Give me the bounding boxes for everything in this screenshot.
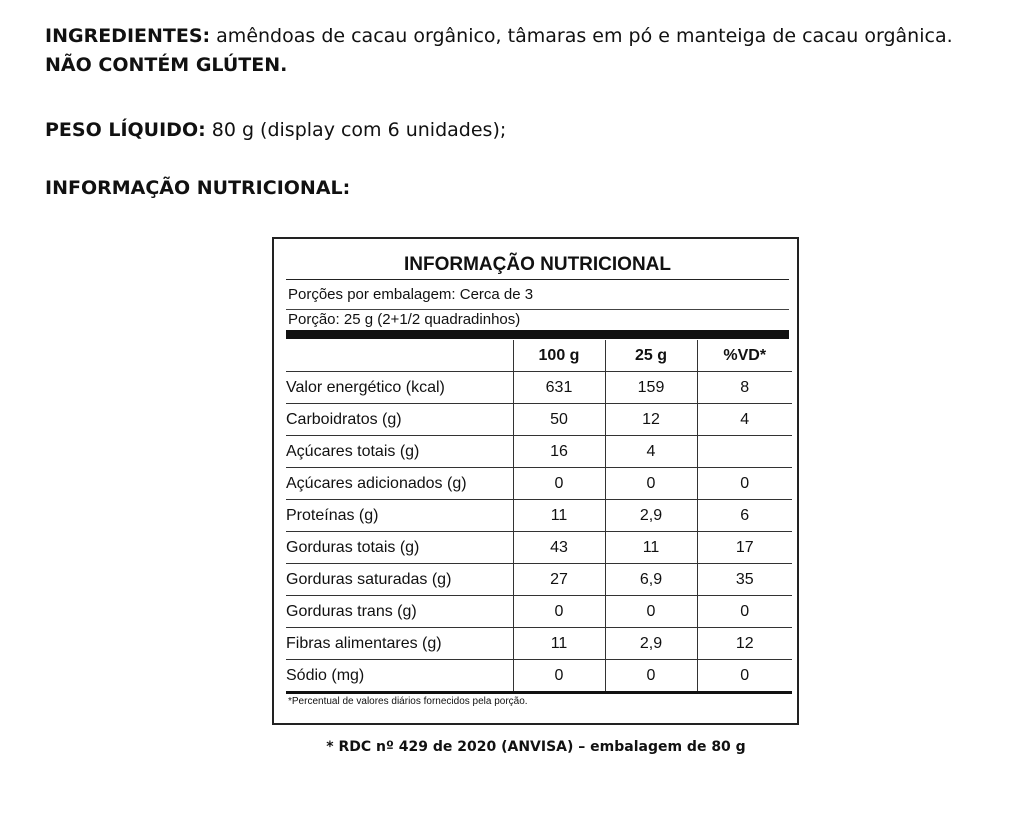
table-row [286, 500, 792, 532]
value-25g: 2,9 [605, 628, 697, 660]
ingredients-paragraph [45, 22, 995, 80]
column-header-25g: 25 g [605, 340, 697, 372]
value-100g: 27 [513, 564, 605, 596]
table-row [286, 596, 792, 628]
nutrient-name: Proteínas (g) [286, 500, 513, 532]
nutrient-name: Valor energético (kcal) [286, 372, 513, 404]
table-row [286, 468, 792, 500]
value-vd: 4 [697, 404, 792, 436]
table-header-row [286, 340, 792, 372]
table-row [286, 372, 792, 404]
nutrition-heading [45, 174, 350, 203]
nutrient-name: Sódio (mg) [286, 660, 513, 693]
rdc-note: * RDC nº 429 de 2020 (ANVISA) – embalagem de 80 g [326, 739, 746, 755]
label-footnote: *Percentual de valores diários fornecidos pela porção. [288, 696, 528, 707]
value-100g: 11 [513, 628, 605, 660]
column-header-100g: 100 g [513, 340, 605, 372]
value-100g: 16 [513, 436, 605, 468]
nutrient-name: Gorduras totais (g) [286, 532, 513, 564]
value-vd: 35 [697, 564, 792, 596]
nutrient-name: Gorduras saturadas (g) [286, 564, 513, 596]
value-25g: 2,9 [605, 500, 697, 532]
value-100g: 50 [513, 404, 605, 436]
value-vd [697, 436, 792, 468]
gluten-warning: NÃO CONTÉM GLÚTEN. [45, 54, 288, 76]
servings-per-package: Porções por embalagem: Cerca de 3 [288, 286, 534, 303]
nutrient-name: Açúcares totais (g) [286, 436, 513, 468]
table-row [286, 436, 792, 468]
value-25g: 4 [605, 436, 697, 468]
value-100g: 0 [513, 596, 605, 628]
thick-divider-bar [286, 330, 789, 339]
value-25g: 0 [605, 596, 697, 628]
value-vd: 17 [697, 532, 792, 564]
net-weight-paragraph [45, 116, 506, 145]
value-25g: 159 [605, 372, 697, 404]
label-title: INFORMAÇÃO NUTRICIONAL [403, 254, 672, 275]
nutrient-name: Açúcares adicionados (g) [286, 468, 513, 500]
value-25g: 6,9 [605, 564, 697, 596]
table-row [286, 564, 792, 596]
value-vd: 0 [697, 468, 792, 500]
table-row [286, 628, 792, 660]
nutrition-facts-label [272, 237, 799, 725]
header-blank-cell [286, 340, 513, 372]
value-25g: 0 [605, 660, 697, 693]
value-25g: 0 [605, 468, 697, 500]
net-weight-text: 80 g (display com 6 unidades); [205, 119, 507, 141]
value-100g: 0 [513, 660, 605, 693]
nutrition-heading-text: INFORMAÇÃO NUTRICIONAL: [45, 177, 351, 199]
net-weight-label: PESO LÍQUIDO: [45, 119, 206, 141]
value-25g: 11 [605, 532, 697, 564]
value-100g: 0 [513, 468, 605, 500]
nutrition-table [286, 340, 792, 694]
value-vd: 8 [697, 372, 792, 404]
value-100g: 11 [513, 500, 605, 532]
value-vd: 12 [697, 628, 792, 660]
table-row [286, 404, 792, 436]
value-25g: 12 [605, 404, 697, 436]
serving-size: Porção: 25 g (2+1/2 quadradinhos) [288, 311, 521, 328]
nutrient-name: Fibras alimentares (g) [286, 628, 513, 660]
table-row [286, 660, 792, 693]
value-vd: 0 [697, 660, 792, 693]
ingredients-text: amêndoas de cacau orgânico, tâmaras em pó e manteiga de cacau orgânica. [210, 25, 953, 47]
nutrient-name: Gorduras trans (g) [286, 596, 513, 628]
nutrient-name: Carboidratos (g) [286, 404, 513, 436]
ingredients-label: INGREDIENTES: [45, 25, 211, 47]
table-row [286, 532, 792, 564]
column-header-vd: %VD* [697, 340, 792, 372]
value-100g: 631 [513, 372, 605, 404]
value-100g: 43 [513, 532, 605, 564]
value-vd: 0 [697, 596, 792, 628]
value-vd: 6 [697, 500, 792, 532]
title-divider [286, 279, 789, 280]
